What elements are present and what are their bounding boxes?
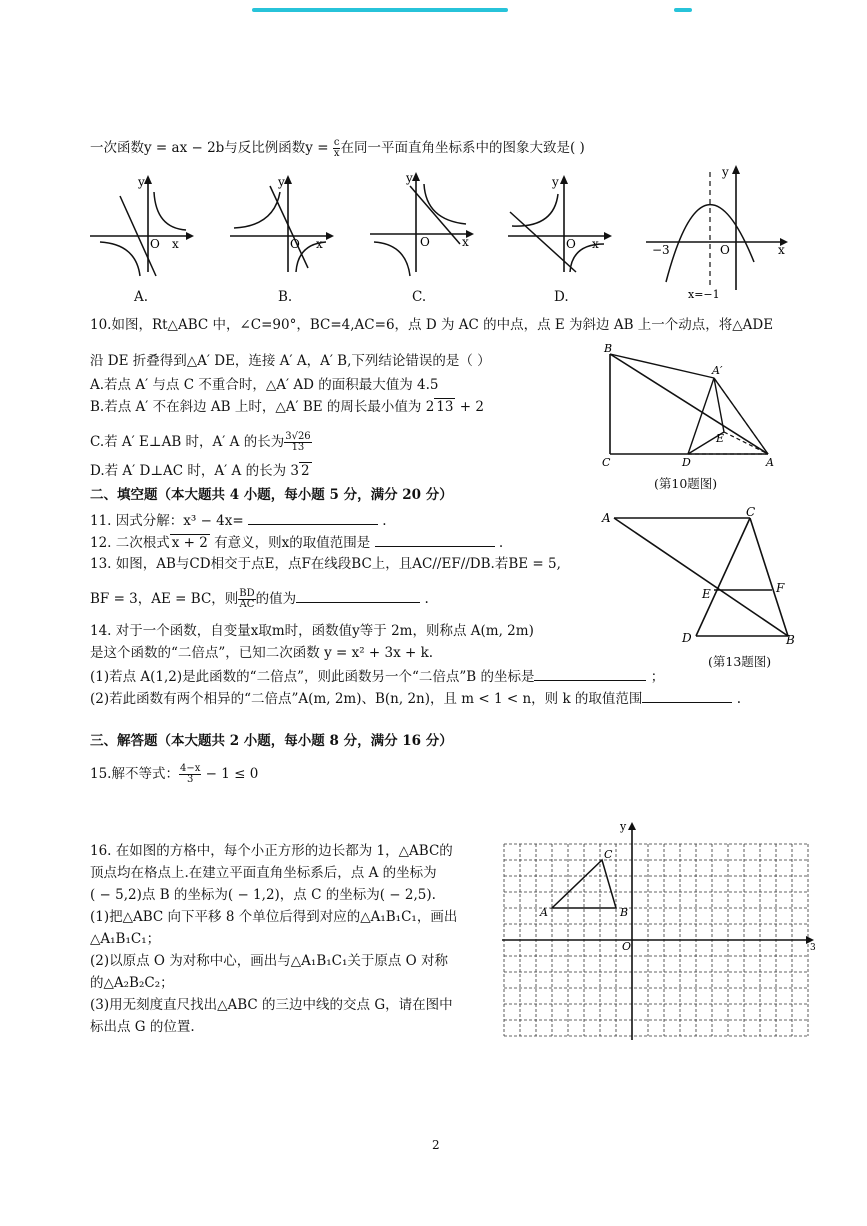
q10-option-c: C.若 A′ E⊥AB 时，A′ A 的长为 $\frac{3√26}{13}$ — [90, 431, 311, 453]
point-e-label: E — [702, 587, 711, 601]
axis-x-label: x — [172, 237, 179, 251]
q10-line1: 10.如图，Rt△ABC 中，∠C=90°，BC=4,AC=6，点 D 为 AC 的中点，点 E 为斜边 AB 上一个动点，将△ADE — [90, 317, 774, 333]
q16-line7: 的△A₂B₂C₂； — [90, 975, 174, 991]
point-a-prime-label: A′ — [712, 364, 723, 377]
sqrt-x-plus-2: x + 2 — [171, 535, 208, 551]
q14-line3: (1)若点 A(1,2)是此函数的“二倍点”，则此函数另一个“二倍点”B 的坐标是 ； — [90, 666, 664, 686]
q10-option-d: D.若 A′ D⊥AC 时，A′ A 的长为 3 2 — [90, 463, 310, 479]
q15-fraction: $\frac{4-x}{3}$ — [179, 763, 201, 785]
grid-point-b-label: B — [620, 906, 629, 919]
axis-y-label: y — [138, 175, 145, 189]
q12: 12. 二次根式 x + 2 有意义，则x的取值范围是 . — [90, 532, 503, 552]
q9-graph-b — [230, 172, 340, 282]
q9-fraction: $\frac{c}{x}$ — [333, 137, 340, 159]
sqrt-2: 2 — [300, 463, 310, 479]
axis-y-label: y — [722, 165, 729, 179]
axis-x-label: x — [592, 237, 599, 251]
point-a-label: A — [602, 511, 611, 525]
q13-fraction: $\frac{BD}{AC}$ — [239, 588, 255, 610]
q16-line4: (1)把△ABC 向下平移 8 个单位后得到对应的△A₁B₁C₁，画出 — [90, 909, 458, 925]
section3-heading: 三、解答题（本大题共 2 小题，每小题 8 分，满分 16 分） — [90, 733, 453, 749]
point-d-label: D — [682, 631, 692, 645]
q11-answer-blank — [248, 510, 378, 525]
q14-part2-blank — [642, 688, 732, 703]
q16-line1: 16. 在如图的方格中，每个小正方形的边长都为 1，△ABC的 — [90, 843, 453, 859]
q16-line2: 顶点均在格点上.在建立平面直角坐标系后，点 A 的坐标为 — [90, 865, 437, 881]
axis-y-label: y — [278, 175, 285, 189]
grid-axis-y-label: y — [620, 820, 627, 833]
q16-line9: 标出点 G 的位置. — [90, 1019, 195, 1035]
q9-graph-c — [370, 168, 480, 282]
point-d-label: D — [682, 456, 691, 469]
q14-line4: (2)若此函数有两个相异的“二倍点”A(m, 2m)、B(n, 2n)，且 m < 1 < n，则 k 的取值范围 . — [90, 688, 741, 708]
q16-grid-figure — [496, 818, 820, 1048]
q16-line3: ( − 5,2)点 B 的坐标为( − 1,2)，点 C 的坐标为( − 2,5). — [90, 887, 436, 903]
point-f-label: F — [776, 581, 785, 595]
q11: 11. 因式分解：x³ − 4x= . — [90, 510, 387, 530]
sqrt-13: 13 — [436, 399, 454, 415]
origin-label: O — [566, 237, 576, 251]
axis-x-label: x — [316, 237, 323, 251]
q16-line5: △A₁B₁C₁； — [90, 931, 161, 947]
q13-line2: BF = 3，AE = BC，则 $\frac{BD}{AC}$ 的值为 . — [90, 588, 429, 610]
axis-y-label: y — [552, 175, 559, 189]
grid-point-a-label: A — [540, 906, 548, 919]
q9-option-b: B. — [278, 289, 293, 305]
q14-part1-blank — [534, 666, 646, 681]
scan-top-stripe — [252, 8, 508, 12]
symmetry-axis-label: x=−1 — [688, 288, 720, 301]
q16-line8: (3)用无刻度直尺找出△ABC 的三边中线的交点 G，请在图中 — [90, 997, 453, 1013]
q10-c-fraction: $\frac{3√26}{13}$ — [285, 431, 311, 453]
q9-graph-parabola — [644, 162, 794, 302]
point-a-label: A — [766, 456, 774, 469]
q14-line1: 14. 对于一个函数，自变量x取m时，函数值y等于 2m，则称点 A(m, 2m) — [90, 623, 534, 639]
q13-figure-caption: (第13题图) — [708, 654, 772, 669]
grid-origin-label: O — [622, 940, 632, 953]
axis-x-label: x — [778, 243, 785, 257]
grid-axis-x-label: 3 — [810, 943, 816, 953]
axis-y-label: y — [406, 171, 413, 185]
page-number: 2 — [432, 1138, 440, 1152]
origin-label: O — [150, 237, 160, 251]
q9-option-c: C. — [412, 289, 427, 305]
q10-option-a: A.若点 A′ 与点 C 不重合时，△A′ AD 的面积最大值为 4.5 — [90, 377, 439, 393]
q13-answer-blank — [296, 588, 420, 603]
q10-figure-caption: (第10题图) — [654, 476, 718, 491]
point-b-label: B — [786, 633, 795, 647]
grid-point-c-label: C — [604, 848, 613, 861]
q9-graph-a — [90, 172, 200, 282]
scan-top-stripe-small — [674, 8, 692, 12]
axis-x-label: x — [462, 235, 469, 249]
q10-line2: 沿 DE 折叠得到△A′ DE，连接 A′ A，A′ B,下列结论错误的是（ ） — [90, 353, 491, 369]
section2-heading: 二、填空题（本大题共 4 小题，每小题 5 分，满分 20 分） — [90, 487, 453, 503]
q9-option-d: D. — [554, 289, 569, 305]
point-e-label: E — [716, 432, 725, 445]
origin-label: O — [420, 235, 430, 249]
q13-line1: 13. 如图，AB与CD相交于点E，点F在线段BC上，且AC//EF//DB.若BE = 5, — [90, 556, 561, 572]
q15: 15.解不等式： $\frac{4-x}{3}$ − 1 ≤ 0 — [90, 763, 259, 785]
q16-line6: (2)以原点 O 为对称中心，画出与△A₁B₁C₁关于原点 O 对称 — [90, 953, 449, 969]
q9-graph-d — [508, 172, 618, 282]
point-c-label: C — [746, 505, 756, 519]
q14-line2: 是这个函数的“二倍点”，已知二次函数 y = x² + 3x + k. — [90, 645, 434, 661]
q9-option-a: A. — [134, 289, 149, 305]
q12-answer-blank — [375, 532, 495, 547]
origin-label: O — [720, 243, 730, 257]
q10-figure — [596, 340, 786, 470]
point-c-label: C — [602, 456, 611, 469]
q13-figure — [598, 504, 804, 650]
origin-label: O — [290, 237, 300, 251]
point-b-label: B — [604, 342, 613, 355]
tick-minus-3: −3 — [652, 243, 670, 257]
q10-option-b: B.若点 A′ 不在斜边 AB 上时，△A′ BE 的周长最小值为 2 13 + 2 — [90, 399, 484, 415]
q9-stem: 一次函数y = ax − 2b与反比例函数y = $\frac{c}{x}$ 在同一平面直角坐标系中的图象大致是( ) — [90, 137, 585, 159]
